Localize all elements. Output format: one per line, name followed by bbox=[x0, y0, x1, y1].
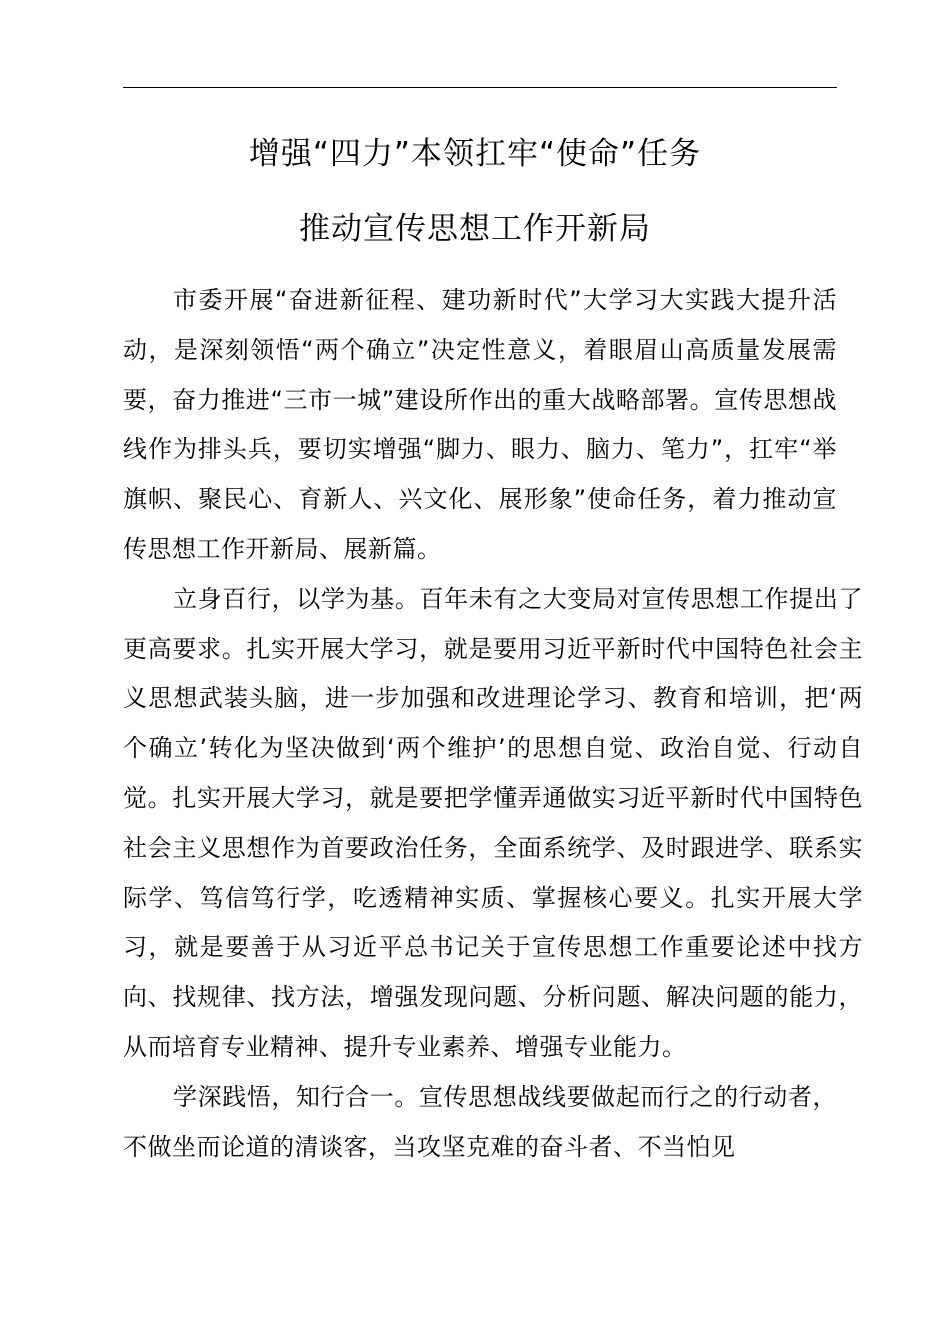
paragraph: 市委开展“奋进新征程、建功新时代”大学习大实践大提升活动，是深刻领悟“两个确立”决定性意义，着眼眉山高质量发展需要，奋力推进“三市一城”建设所作出的重大战略部署。宣传思想战线作为排头兵，要切实增强“脚力、眼力、脑力、笔力”，扛牢“举旗帜、聚民心、育新人、兴文化、展形象”使命任务，着力推动宣传思想工作开新局、展新篇。 bbox=[123, 286, 837, 563]
paragraph: 学深践悟，知行合一。宣传思想战线要做起而行之的行动者，不做坐而论道的清谈客，当攻坚克难的奋斗者、不当怕见 bbox=[123, 1082, 837, 1161]
title-line-2: 推动宣传思想工作开新局 bbox=[299, 211, 651, 247]
title-line-1: 增强“四力”本领扛牢“使命”任务 bbox=[248, 136, 702, 172]
top-divider bbox=[123, 87, 837, 88]
document-body bbox=[123, 276, 863, 1172]
paragraph: 立身百行，以学为基。百年未有之大变局对宣传思想工作提出了更高要求。扎实开展大学习，就是要用习近平新时代中国特色社会主义思想武装头脑，进一步加强和改进理论学习、教育和培训，把‘两个确立’转化为坚决做到‘两个维护’的思想自觉、政治自觉、行动自觉。扎实开展大学习，就是要把学懂弄通做实习近平新时代中国特色社会主义思想作为首要政治任务，全面系统学、及时跟进学、联系实际学、笃信笃行学，吃透精神实质、掌握核心要义。扎实开展大学习，就是要善于从习近平总书记关于宣传思想工作重要论述中找方向、找规律、找方法，增强发现问题、分析问题、解决问题的能力，从而培育专业精神、提升专业素养、增强专业能力。 bbox=[123, 584, 863, 1061]
